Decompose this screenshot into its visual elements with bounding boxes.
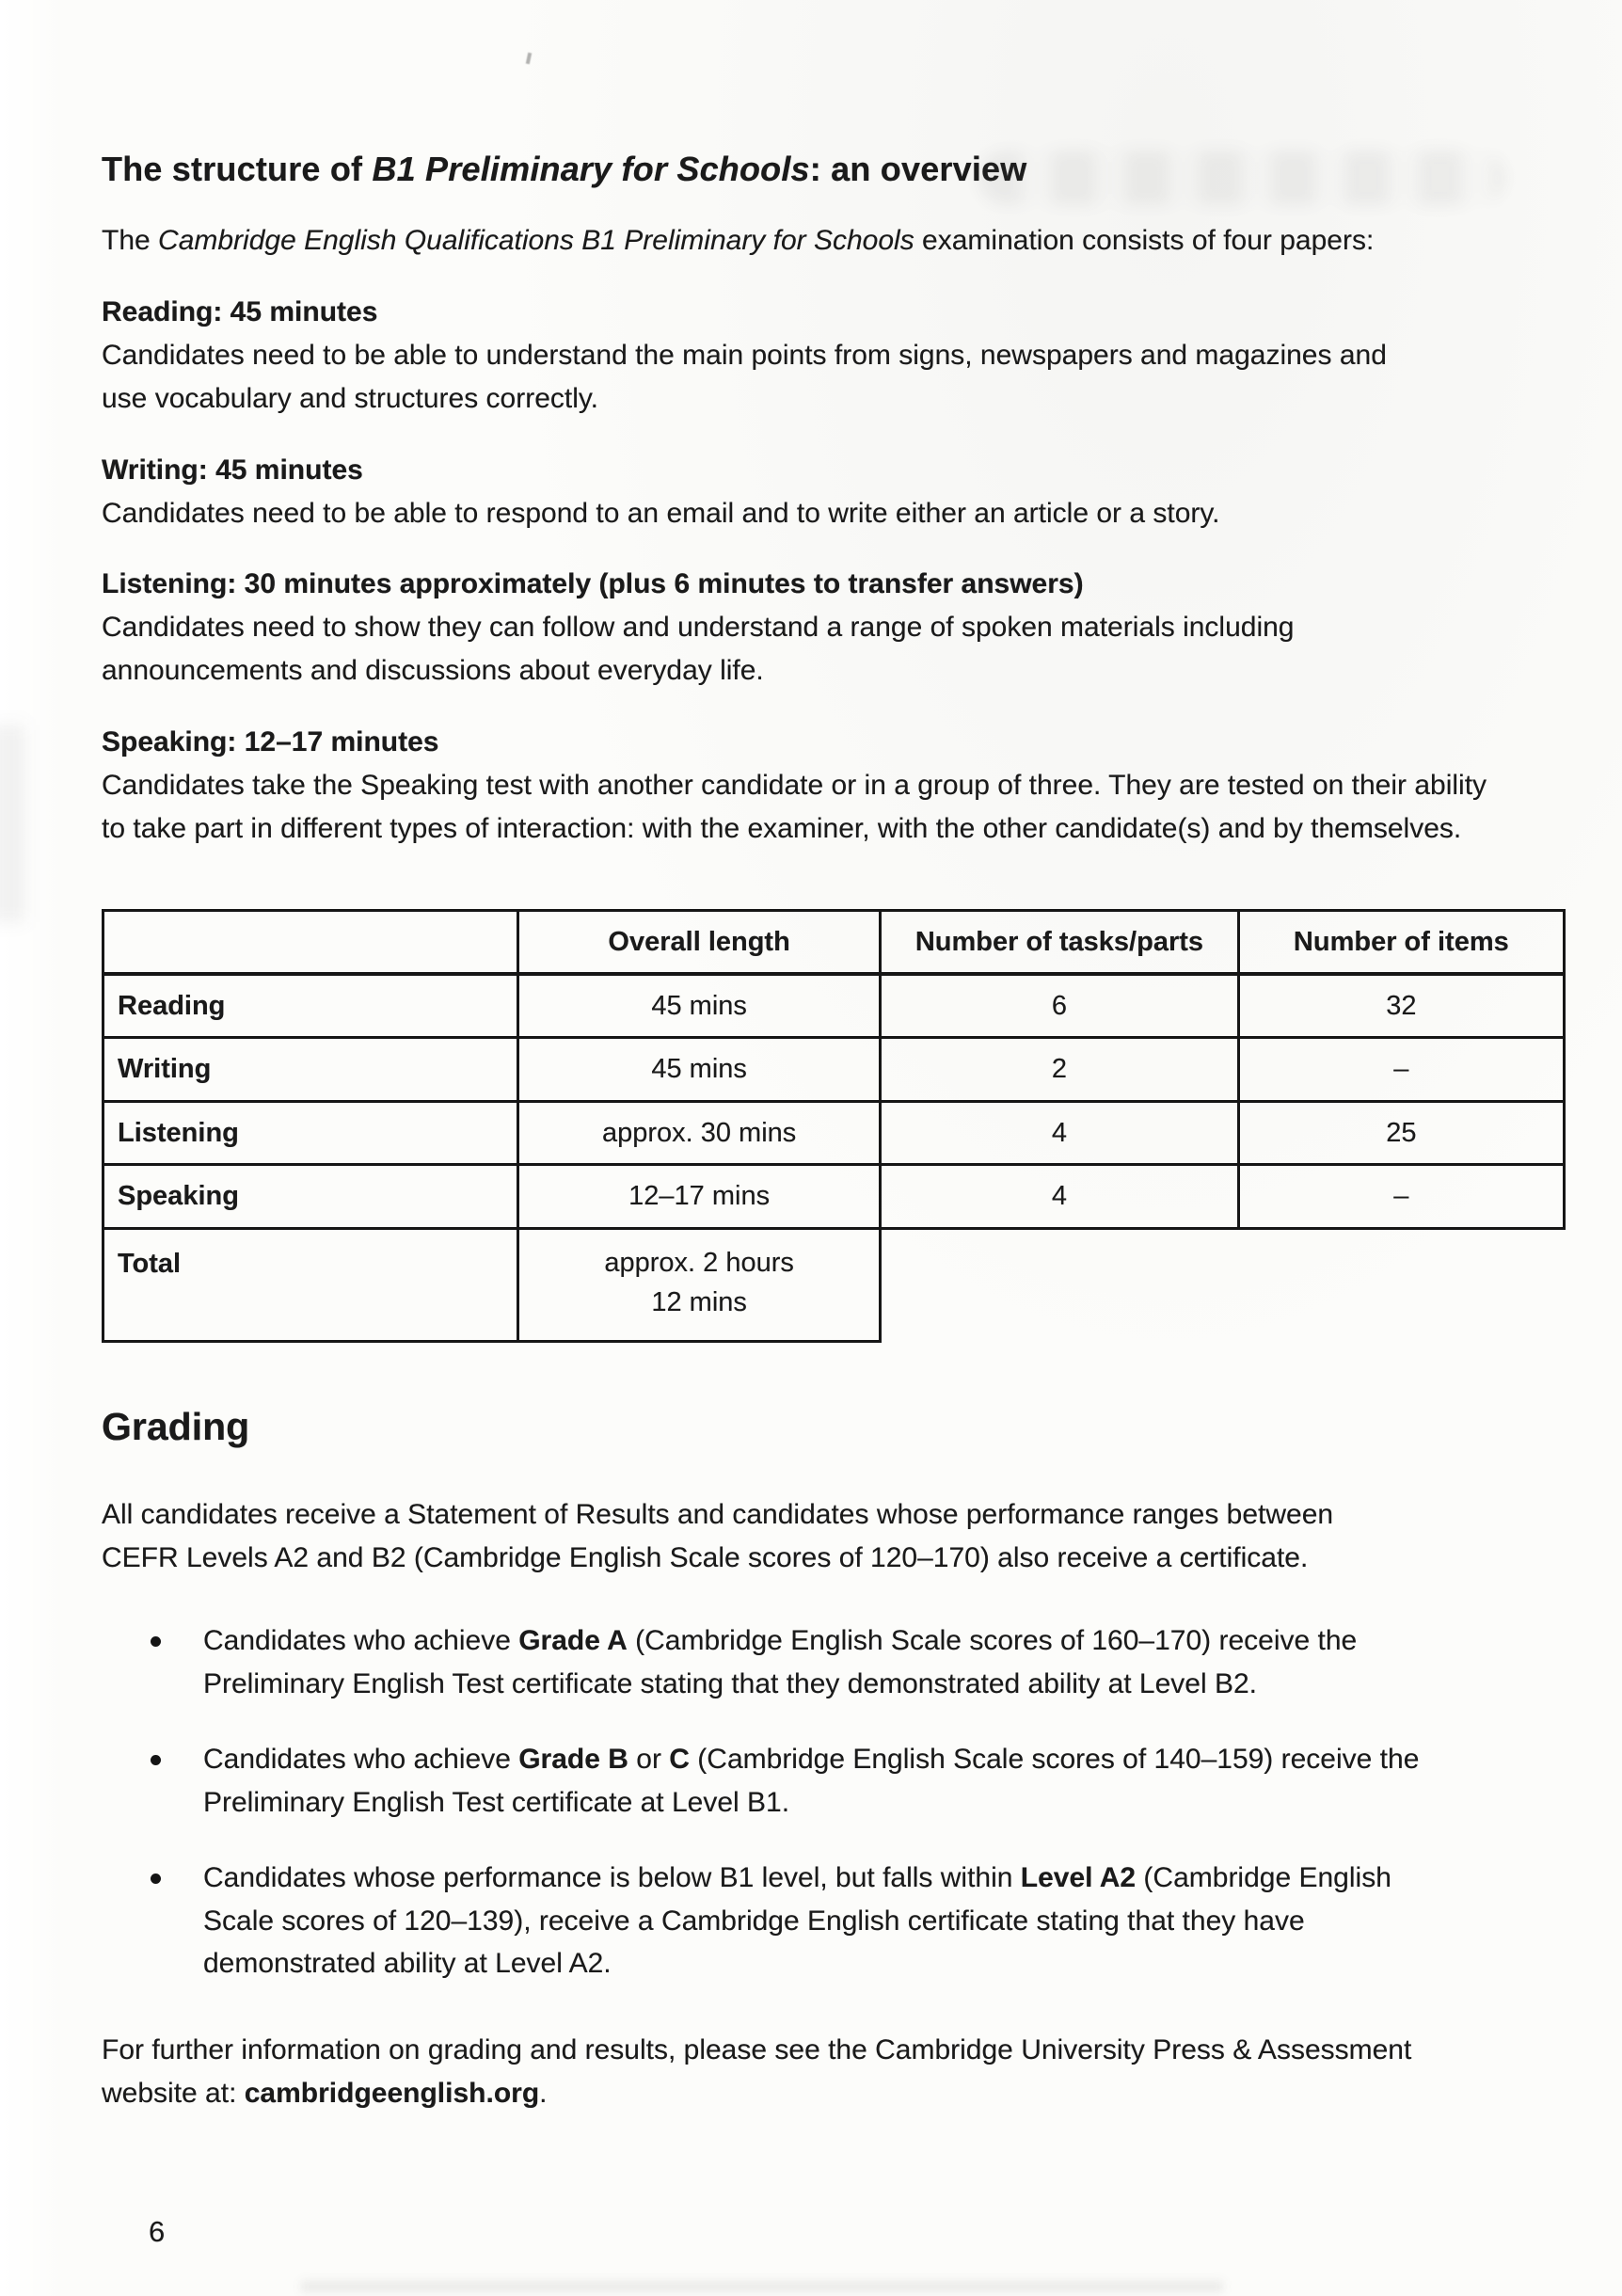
cell-overall-length: 45 mins [518,1038,881,1101]
exam-overview-table [102,909,1566,1343]
listening-description: Candidates need to show they can follow and understand a range of spoken materials including announcements and discussions about everyday life. [102,612,1295,687]
reading-description: Candidates need to be able to understand the main points from signs, newspapers and magazines and use vocabulary and structures correctly. [102,339,1387,414]
title-italic-text: B1 Preliminary for Schools [372,150,810,188]
bullet-level-a2 [102,1857,1528,1986]
grading-heading: Grading [102,1404,250,1448]
bullet-text: Candidates who achieve Grade B or C (Cambridge English Scale scores of 140–159) receive the Preliminary English Test certificate at Level B1. [203,1743,1420,1818]
total-length-line2: 12 mins [651,1286,747,1317]
title-suffix-text: : an overview [809,150,1027,188]
cell-empty [1238,1228,1564,1341]
speaking-heading: Speaking: 12–17 minutes [102,726,439,758]
scan-bottom-smudge [301,2281,1223,2292]
total-length-line1: approx. 2 hours [604,1247,794,1278]
cell-tasks: 6 [881,974,1238,1038]
row-label: Reading [103,974,518,1038]
row-label: Listening [103,1101,518,1164]
grading-bullet-list [102,1619,1528,1985]
scan-edge-smudge [0,725,24,922]
cell-total-length [518,1228,881,1341]
cell-tasks: 2 [881,1038,1238,1101]
intro-suffix-text: examination consists of four papers: [914,225,1375,257]
table-header-row [103,910,1565,974]
table-header-empty [103,910,518,974]
cell-items: – [1238,1038,1564,1101]
table-row-writing [103,1038,1565,1101]
bullet-text: Candidates whose performance is below B1 level, but falls within Level A2 (Cambridge English Scale scores of 120–139), receive a Cambridge English certificate stating that they have demonstrated ability at Level A2. [203,1861,1391,1980]
section-speaking [102,721,1528,851]
bullet-grade-a [102,1619,1528,1706]
cell-tasks: 4 [881,1101,1238,1164]
further-information-paragraph [102,2029,1456,2115]
cell-tasks: 4 [881,1165,1238,1228]
cell-overall-length: 12–17 mins [518,1165,881,1228]
reading-heading: Reading: 45 minutes [102,295,378,327]
section-writing [102,449,1528,535]
row-label: Writing [103,1038,518,1101]
cell-items: 25 [1238,1101,1564,1164]
bullet-grade-b-c [102,1738,1528,1825]
table-header-overall-length: Overall length [518,910,881,974]
section-reading [102,291,1528,421]
table-row-listening [103,1101,1565,1164]
table-header-items: Number of items [1238,910,1564,974]
intro-italic-text: Cambridge English Qualifications B1 Preliminary for Schools [158,225,914,257]
cell-items: 32 [1238,974,1564,1038]
page-title [102,143,1528,195]
intro-text: The [102,225,159,257]
table-header-tasks-parts: Number of tasks/parts [881,910,1238,974]
table-row-reading [103,974,1565,1038]
row-label-total: Total [103,1228,518,1341]
intro-paragraph [102,219,1428,263]
speaking-description: Candidates take the Speaking test with another candidate or in a group of three. They are tested on their ability to take part in different types of interaction: with the examiner, with the other candidate(s) and by themselves. [102,769,1487,844]
row-label: Speaking [103,1165,518,1228]
listening-heading: Listening: 30 minutes approximately (plus 6 minutes to transfer answers) [102,568,1084,600]
cell-overall-length: approx. 30 mins [518,1101,881,1164]
cell-items: – [1238,1165,1564,1228]
footer-suffix-text: . [539,2078,548,2110]
scan-speck [526,53,532,65]
footer-text: For further information on grading and results, please see the Cambridge University Press & Assessment website at: [102,2034,1412,2110]
cell-empty [881,1228,1238,1341]
table-row-total [103,1228,1565,1341]
writing-description: Candidates need to be able to respond to an email and to write either an article or a story. [102,497,1220,529]
title-text: The structure of [102,150,373,188]
page-number: 6 [149,2215,166,2248]
grading-paragraph: All candidates receive a Statement of Results and candidates whose performance ranges between CEFR Levels A2 and B2 (Cambridge English Scale scores of 120–170) also receive a certificate. [102,1499,1334,1574]
website-name: cambridgeenglish.org [244,2078,540,2110]
bullet-text: Candidates who achieve Grade A (Cambridge English Scale scores of 160–170) receive the Preliminary English Test certificate stating that they demonstrated ability at Level B2. [203,1625,1358,1699]
section-listening [102,563,1528,693]
table-row-speaking [103,1165,1565,1228]
writing-heading: Writing: 45 minutes [102,454,363,486]
cell-overall-length: 45 mins [518,974,881,1038]
